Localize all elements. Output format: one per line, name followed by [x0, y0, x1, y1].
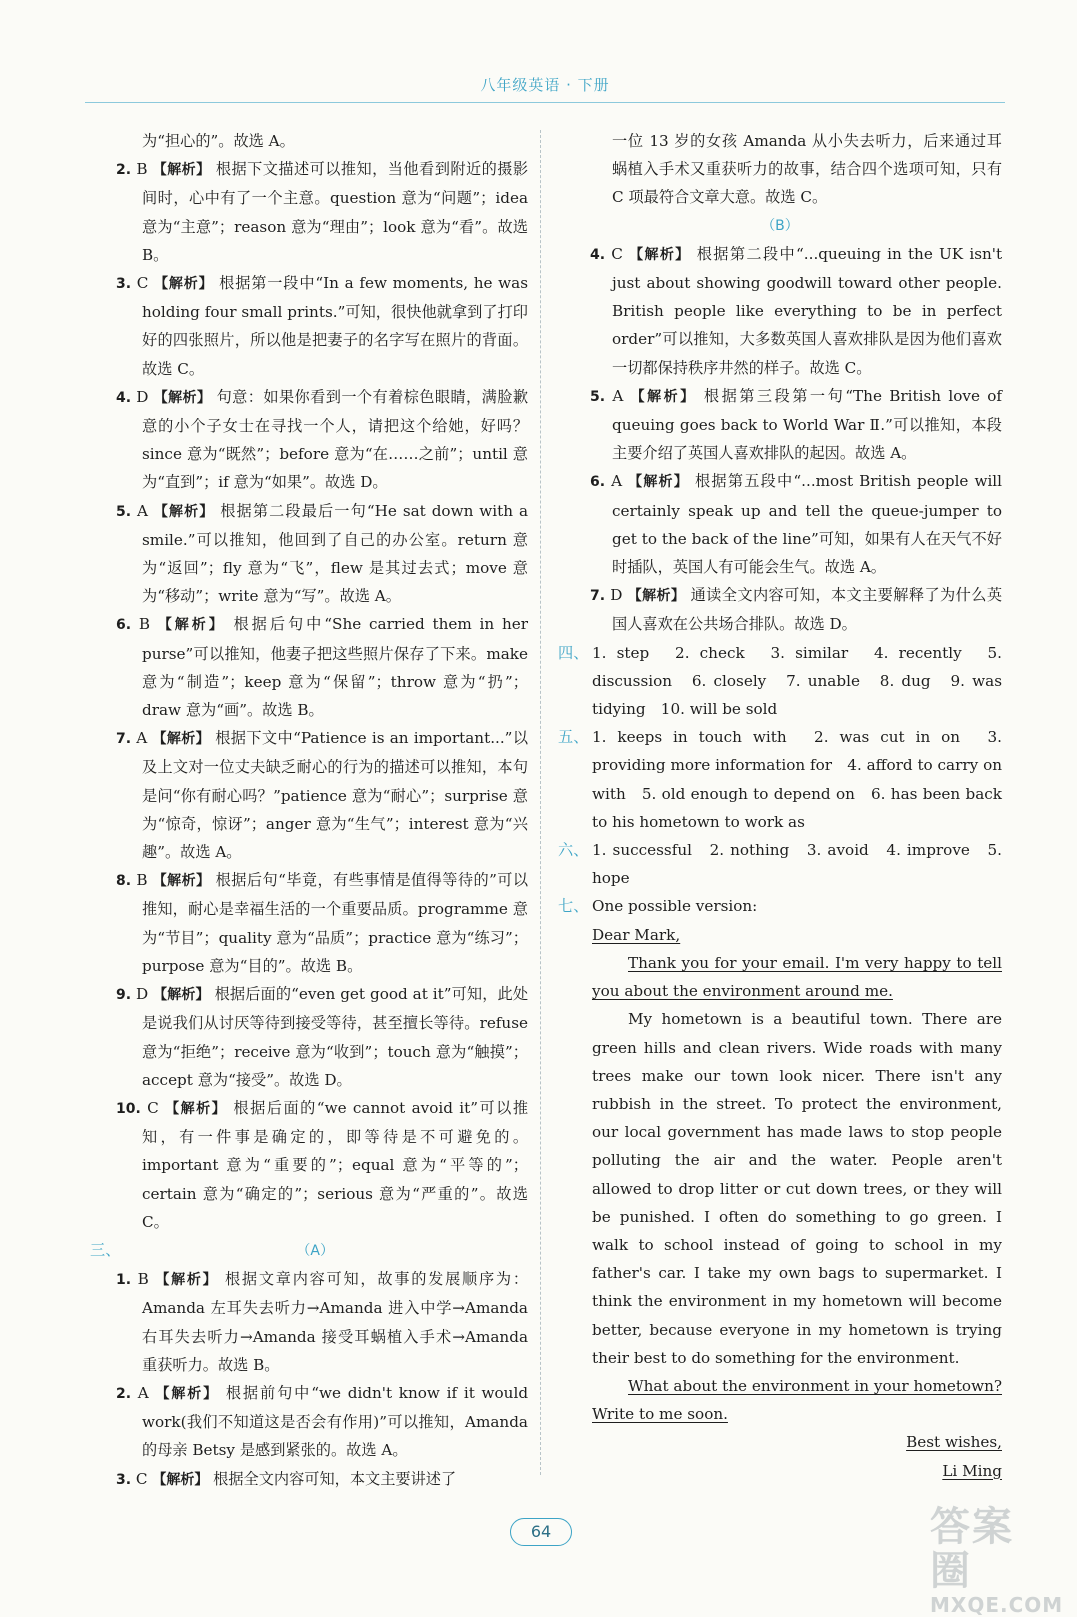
analysis-tag: 【解析】: [627, 588, 686, 605]
analysis-text: 根据第三段第一句“The British love of queuing goes back to World War Ⅱ.”可以推知，本段主要介绍了英国人喜欢排队的起因。故选 A。: [612, 386, 1003, 463]
page-number: 64: [510, 1518, 572, 1546]
answer-number: 10.: [116, 1100, 141, 1117]
answer-number: 1.: [116, 1272, 132, 1289]
section-b-label: （B）: [761, 217, 799, 234]
analysis-text: 根据下文中“Patience is an important...”以及上文对一位丈夫缺乏耐心的行为的描述可以推知，本句是问“你有耐心吗？”patience 意为“耐心”；surprise 意为“惊奇，惊讶”；anger 意为“生气”；interest 意为“兴趣”。故选 A。: [142, 729, 529, 862]
intro-line: 为“担心的”。故选 A。: [142, 132, 295, 150]
analysis-text: 根据后句“毕竟，有些事情是值得等待的”可以推知，耐心是幸福生活的一个重要品质。programme 意为“节目”；quality 意为“品质”；practice 意为“练习”；purpose 意为“目的”。故选 B。: [142, 871, 529, 975]
left-column: [90, 127, 528, 1494]
analysis-tag: 【解析】: [153, 503, 215, 520]
essay-closing: [592, 1428, 1002, 1456]
section3-header: [90, 1236, 528, 1265]
analysis-tag: 【解析】: [152, 1471, 209, 1488]
analysis-tag: 【解析】: [155, 1385, 220, 1402]
answer-number: 5.: [116, 503, 132, 520]
analysis-text: 根据前句中“we didn't know if it would work(我们不知道这是否会有作用)”可以推知，Amanda 的母亲 Betsy 是感到紧张的。故选 A。: [142, 1383, 529, 1460]
answer-item: [590, 240, 1003, 382]
answer-item: [116, 980, 529, 1094]
answer-number: 5.: [590, 388, 606, 405]
answer-letter: D: [610, 586, 623, 605]
section6: [558, 836, 1002, 892]
analysis-text: 根据全文内容可知，本文主要讲述了: [213, 1469, 457, 1488]
answer-number: 4.: [590, 246, 606, 263]
answer-number: 2.: [116, 1385, 132, 1402]
column-divider: [540, 130, 541, 1475]
answer-letter: A: [612, 386, 624, 405]
answer-item: [116, 724, 529, 866]
answer-letter: A: [137, 501, 148, 520]
answer-item: [116, 1265, 529, 1379]
answer-letter: C: [611, 244, 623, 263]
answer-number: 7.: [590, 588, 606, 605]
page-header: 八年级英语 · 下册: [480, 76, 610, 94]
section4: [558, 639, 1002, 724]
answer-number: 3.: [116, 276, 132, 293]
answer-number: 8.: [116, 873, 132, 890]
answer-letter: B: [136, 160, 148, 179]
section-b-items: [558, 240, 1002, 639]
answer-item: [116, 383, 529, 497]
essay-p1-text: Thank you for your email. I'm very happy to tell you about the environment around me.: [592, 953, 1002, 1001]
sample-essay: [558, 921, 1002, 1485]
answer-item: [116, 497, 529, 611]
analysis-tag: 【解析】: [157, 617, 226, 634]
analysis-text: 根据第一段中“In a few moments, he was holding four small prints.”可知，很快他就拿到了打印好的四张照片，所以他是把妻子的名字写在照片的背面。故选 C。: [142, 274, 529, 378]
section7-mark: 七、: [558, 897, 589, 916]
answer-number: 4.: [116, 389, 132, 406]
answer-item: [116, 610, 528, 724]
answer-number: 6.: [116, 617, 132, 634]
answer-letter: A: [611, 472, 623, 491]
answer-item: [590, 581, 1003, 638]
answer-letter: A: [137, 1383, 149, 1402]
header-rule: [85, 102, 1005, 103]
analysis-tag: 【解析】: [165, 1100, 228, 1117]
answer-letter: B: [136, 871, 148, 890]
analysis-text: 通读全文内容可知，本文主要解释了为什么英国人喜欢在公共场合排队。故选 D。: [612, 586, 1003, 634]
answer-letter: B: [138, 615, 151, 634]
answer-item: [116, 155, 529, 269]
section4-answers: 1. step 2. check 3. similar 4. recently 5. discussion 6. closely 7. unable 8. dug 9. was tidying 10. will be sold: [592, 643, 1002, 719]
answer-number: 7.: [116, 731, 132, 748]
answer-letter: D: [136, 985, 149, 1004]
analysis-tag: 【解析】: [629, 246, 691, 263]
section7: [558, 892, 1002, 920]
continuation-text: 一位 13 岁的女孩 Amanda 从小失去听力，后来通过耳蜗植入手术又重获听力的故事，结合四个选项可知，只有 C 项最符合文章大意。故选 C。: [612, 132, 1002, 207]
right-column: [558, 127, 1002, 1485]
section3-items: [90, 1265, 528, 1494]
answer-item: [116, 1379, 529, 1465]
analysis-text: 根据下文描述可以推知，当他看到附近的摄影间时，心中有了一个主意。question 意为“问题”；idea 意为“主意”；reason 意为“理由”；look 意为“看”。故选 B。: [142, 160, 529, 264]
analysis-text: 句意：如果你看到一个有着棕色眼睛，满脸歉意的小个子女士在寻找一个人，请把这个给她，好吗？since 意为“既然”；before 意为“在……之前”；until 意为“直到”；if 意为“如果”。故选 D。: [142, 387, 529, 492]
analysis-tag: 【解析】: [153, 389, 212, 406]
section3-label: （A）: [296, 1242, 334, 1259]
answer-number: 6.: [590, 474, 606, 491]
answer-letter: A: [136, 729, 148, 748]
analysis-tag: 【解析】: [152, 731, 210, 748]
answer-letter: B: [137, 1270, 149, 1289]
answer-letter: C: [135, 1469, 148, 1488]
watermark-line1: 答案圈: [930, 1504, 1014, 1594]
answer-item: [116, 269, 529, 383]
analysis-tag: 【解析】: [155, 1272, 219, 1289]
section5-answers: 1. keeps in touch with 2. was cut in on 3. providing more information for 4. afford to carry on with 5. old enough to depend on 6. has been back to his hometown to work as: [592, 728, 1002, 831]
analysis-tag: 【解析】: [628, 474, 689, 491]
section6-mark: 六、: [558, 841, 589, 860]
analysis-tag: 【解析】: [153, 987, 210, 1004]
answer-item: [116, 1094, 529, 1236]
analysis-tag: 【解析】: [154, 276, 214, 293]
analysis-text: 根据文章内容可知，故事的发展顺序为：Amanda 左耳失去听力→Amanda 进入中学→Amanda 右耳失去听力→Amanda 接受耳蜗植入手术→Amanda 重获听力。故选 B。: [142, 1270, 529, 1374]
analysis-text: 根据后句中“She carried them in her purse”可以推知，他妻子把这些照片保存了下来。make 意为“制造”；keep 意为“保留”；throw 意为“扔”；draw 意为“画”。故选 B。: [142, 615, 528, 720]
answer-letter: D: [136, 387, 149, 406]
answer-item: [590, 467, 1003, 581]
essay-p3-text: What about the environment in your hometown? Write to me soon.: [592, 1376, 1002, 1424]
essay-closing-text: Best wishes,: [906, 1433, 1002, 1452]
analysis-text: 根据后面的“even get good at it”可知，此处是说我们从讨厌等待到接受等待，甚至擅长等待。refuse 意为“拒绝”；receive 意为“收到”；touch 意为“触摸”；accept 意为“接受”。故选 D。: [142, 985, 529, 1089]
analysis-text: 根据第二段中“...queuing in the UK isn't just about showing goodwill toward other people. British people like everything to be in perfect order”可以推知，大多数英国人喜欢排队是因为他们喜欢一切都保持秩序井然的样子。故选 C。: [612, 244, 1003, 377]
analysis-text: 根据第五段中“...most British people will certainly speak up and tell the queue-jumper to get to the back of the line”可知，如果有人在天气不好时插队，英国人有可能会生气。故选 A。: [612, 472, 1003, 577]
section5-mark: 五、: [558, 728, 589, 747]
essay-paragraph-3: [592, 1372, 1002, 1428]
essay-greeting-text: Dear Mark,: [592, 925, 681, 944]
analysis-tag: 【解析】: [152, 162, 211, 179]
watermark-line2: MXQE.COM: [930, 1593, 1064, 1617]
analysis-tag: 【解析】: [152, 873, 211, 890]
section2-items: [90, 155, 528, 1236]
section7-intro: One possible version:: [592, 897, 758, 916]
section3-mark: 三、: [90, 1240, 121, 1259]
essay-signature: [592, 1457, 1002, 1485]
essay-paragraph-2: My hometown is a beautiful town. There are green hills and clean rivers. Wide roads with many trees make our town look nicer. There isn't any rubbish in the street. To protect the environment, our local government has made laws to stop people polluting the air and the water. People aren't allowed to drop litter or cut down trees, or they will be punished. I often do something to go green. I walk to school instead of going to school in my father's car. I take my own bags to supermarket. I think the environment in my hometown will become better, because everyone in my hometown is trying their best to do something for the environment.: [592, 1010, 1002, 1367]
answer-letter: C: [136, 274, 149, 293]
answer-number: 9.: [116, 987, 132, 1004]
essay-signature-text: Li Ming: [942, 1461, 1002, 1480]
watermark-logo: [930, 1504, 1064, 1617]
essay-paragraph-1: [592, 949, 1002, 1005]
answer-item: [116, 866, 529, 980]
section5: [558, 723, 1002, 836]
answer-number: 3.: [116, 1471, 132, 1488]
section6-answers: 1. successful 2. nothing 3. avoid 4. improve 5. hope: [592, 841, 1002, 888]
analysis-text: 根据第二段最后一句“He sat down with a smile.”可以推知，他回到了自己的办公室。return 意为“返回”；fly 意为“飞”，flew 是其过去式；move 意为“移动”；write 意为“写”。故选 A。: [142, 501, 529, 606]
answer-item: [116, 1465, 528, 1494]
essay-greeting: [592, 921, 1002, 949]
answer-letter: C: [147, 1098, 159, 1117]
section4-mark: 四、: [558, 643, 589, 662]
analysis-text: 根据后面的“we cannot avoid it”可以推知，有一件事是确定的，即等待是不可避免的。important 意为“重要的”；equal 意为“平等的”；certain 意为“确定的”；serious 意为“严重的”。故选 C。: [142, 1098, 529, 1231]
answer-item: [590, 382, 1003, 468]
analysis-tag: 【解析】: [630, 388, 697, 405]
answer-number: 2.: [116, 162, 132, 179]
